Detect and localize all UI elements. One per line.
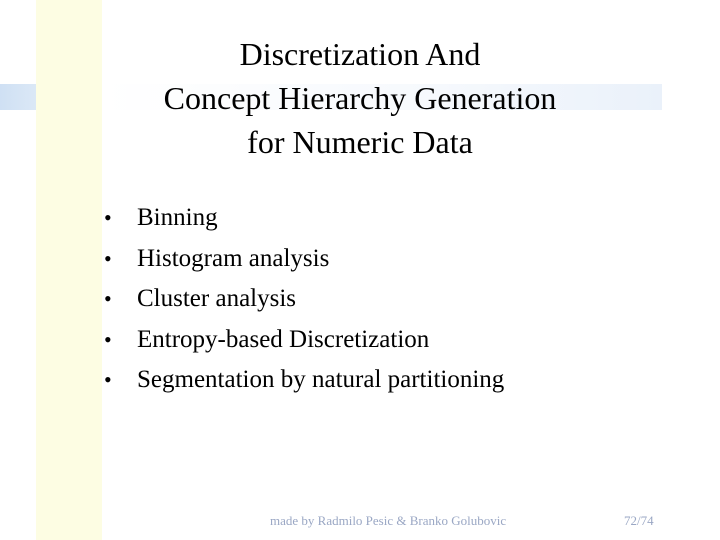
bullet-item-cluster — [104, 279, 504, 320]
title-line-1: Discretization And — [239, 36, 481, 72]
accent-bar-left — [0, 84, 36, 110]
bullet-text: Histogram analysis — [137, 244, 330, 272]
title-line-3: for Numeric Data — [247, 124, 473, 160]
bullet-dot-icon: • — [104, 245, 112, 271]
bullet-text: Segmentation by natural partitioning — [137, 366, 505, 393]
bullet-text: Entropy-based Discretization — [137, 325, 430, 353]
bullet-dot-icon: • — [104, 205, 112, 230]
bullet-item-entropy — [104, 320, 504, 361]
bullet-text: Binning — [137, 204, 218, 231]
title-line-2: Concept Hierarchy Generation — [163, 80, 557, 116]
bullet-item-segmentation — [104, 360, 504, 401]
bullet-dot-icon: • — [104, 286, 112, 311]
footer-credit: made by Radmilo Pesic & Branko Golubovic — [270, 513, 507, 528]
bullet-dot-icon: • — [104, 367, 112, 392]
bullet-text: Cluster analysis — [137, 285, 297, 312]
bullet-item-histogram — [104, 239, 504, 280]
slide-title — [102, 32, 618, 164]
page-number: 72/74 — [624, 513, 654, 528]
bullet-dot-icon: • — [104, 326, 112, 352]
side-stripe — [36, 0, 102, 540]
bullet-list — [104, 198, 504, 401]
bullet-item-binning — [104, 198, 504, 239]
